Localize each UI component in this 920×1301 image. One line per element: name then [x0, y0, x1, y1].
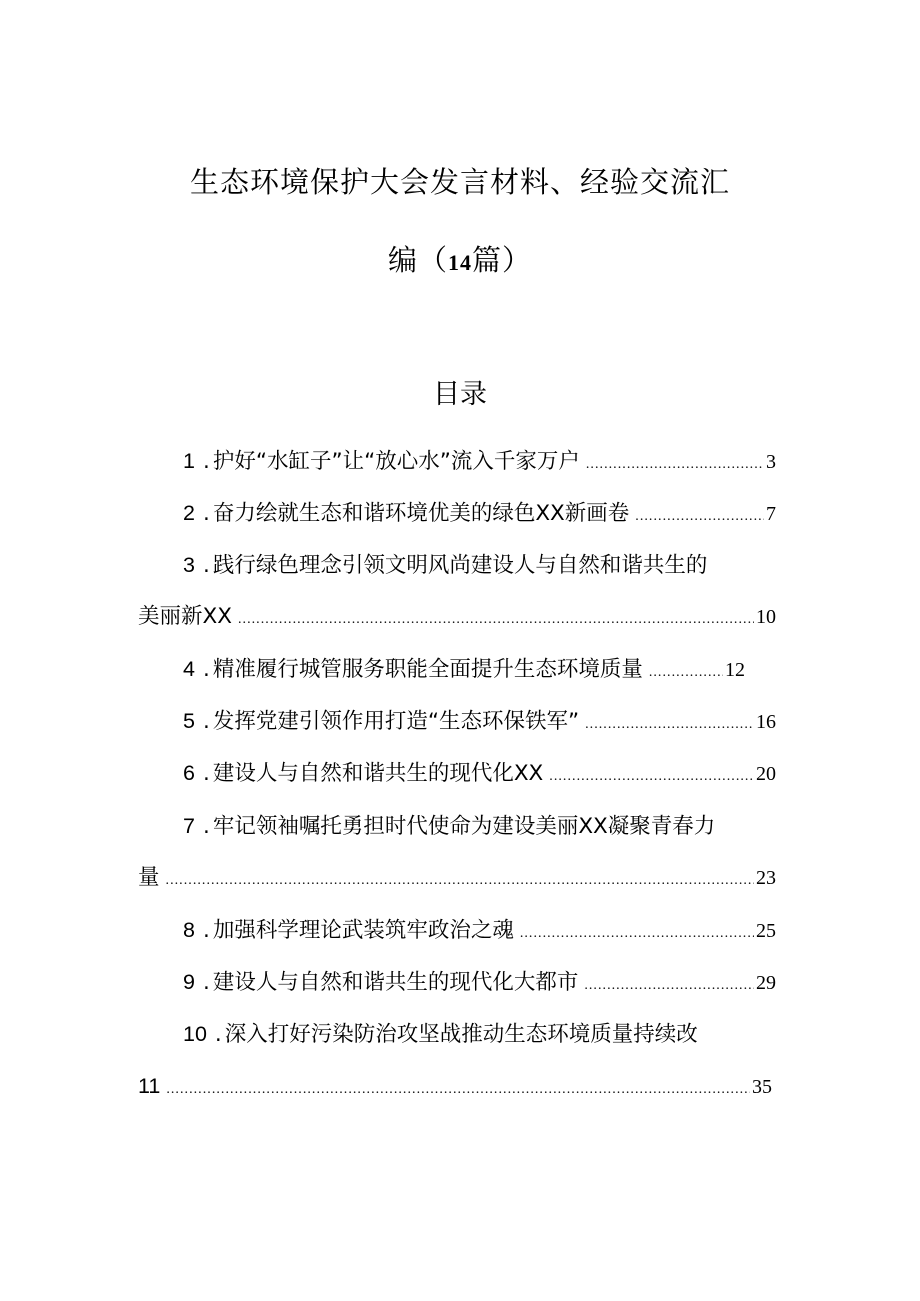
toc-entry-2[interactable]: 2 . 奋力绘就生态和谐环境优美的绿色XX新画卷 ..... 7: [183, 497, 776, 529]
toc-entry-3-continuation[interactable]: [138, 601, 776, 633]
toc-entry-page: 25: [756, 920, 776, 942]
toc-entry-7-continuation[interactable]: [138, 862, 776, 894]
toc-entry-number: 6: [183, 761, 195, 785]
toc-entry-page: 10: [756, 606, 776, 628]
toc-entry-title: 深入打好污染防治攻坚战推动生态环境质量持续改: [224, 1022, 698, 1047]
title-prefix: 编（: [387, 243, 448, 277]
toc-entry-title: 建设人与自然和谐共生的现代化大都市: [212, 970, 579, 995]
toc-entry-number: 9: [183, 970, 195, 994]
toc-entry-title: 建设人与自然和谐共生的现代化XX: [212, 761, 544, 786]
toc-leader: [238, 604, 754, 636]
toc-entry-title: 牢记领袖嘱托勇担时代使命为建设美丽XX凝聚青春力: [212, 814, 716, 839]
toc-entry-number: 4: [183, 657, 195, 681]
toc-leader: [585, 709, 754, 741]
title-suffix: 篇）: [472, 243, 533, 277]
toc-entry-page: 12: [725, 659, 745, 681]
toc-entry-number: 10: [183, 1022, 207, 1046]
toc-leader: [549, 761, 754, 793]
toc-entry-title: 精准履行城管服务职能全面提升生态环境质量: [212, 657, 643, 682]
toc-heading: 目录: [433, 379, 487, 410]
toc-entry-title: 践行绿色理念引领文明风尚建设人与自然和谐共生的: [212, 553, 708, 578]
toc-entry-title-continuation: 美丽新XX: [138, 604, 232, 629]
toc-leader: [586, 449, 764, 481]
toc-entry-page: 29: [756, 972, 776, 994]
toc-entry-page: 16: [756, 711, 776, 733]
toc-entry-4[interactable]: 4 . 精准履行城管服务职能全面提升生态环境质量 ..... 12: [183, 653, 745, 685]
toc-entry-title: 发挥党建引领作用打造“生态环保铁军”: [212, 709, 580, 734]
toc-entry-number: 1: [183, 449, 195, 473]
toc-entry-title: 护好“水缸子”让“放心水”流入千家万户: [212, 449, 580, 474]
toc-entry-number: 7: [183, 814, 195, 838]
toc-entry-number: 3: [183, 553, 195, 577]
toc-leader: [166, 865, 754, 897]
toc-entry-page: 20: [756, 763, 776, 785]
toc-leader: [635, 501, 764, 533]
toc-entry-7[interactable]: 7 . 牢记领袖嘱托勇担时代使命为建设美丽XX凝聚青春力: [183, 810, 776, 842]
toc-entry-number: 5: [183, 709, 195, 733]
toc-entry-10-continuation[interactable]: [138, 1070, 772, 1102]
toc-entry-title: 加强科学理论武装筑牢政治之魂: [212, 918, 514, 943]
document-title-line-2: [0, 238, 920, 279]
toc-entry-number: 2: [183, 501, 195, 525]
toc-entry-3[interactable]: 3 . 践行绿色理念引领文明风尚建设人与自然和谐共生的: [183, 549, 776, 581]
title-count: 14: [448, 250, 472, 275]
toc-leader: [166, 1074, 750, 1106]
toc-entry-number: 8: [183, 918, 195, 942]
toc-leader: [649, 657, 723, 689]
toc-entry-6[interactable]: 6 . 建设人与自然和谐共生的现代化XX ..... 20: [183, 757, 776, 789]
toc-entry-5[interactable]: 5 . 发挥党建引领作用打造“生态环保铁军” ..... 16: [183, 705, 776, 737]
toc-entry-title-continuation: 量: [138, 865, 160, 890]
toc-entry-9[interactable]: 9 . 建设人与自然和谐共生的现代化大都市 ..... 29: [183, 966, 776, 998]
toc-entry-title: 奋力绘就生态和谐环境优美的绿色XX新画卷: [212, 501, 630, 526]
toc-entry-page: 35: [752, 1076, 772, 1098]
toc-entry-10[interactable]: 10 . 深入打好污染防治攻坚战推动生态环境质量持续改: [183, 1018, 776, 1050]
toc-entry-1[interactable]: 1 . 护好“水缸子”让“放心水”流入千家万户 ..... 3: [183, 445, 776, 477]
toc-entry-page: 7: [766, 503, 776, 525]
toc-entry-page: 3: [766, 451, 776, 473]
toc-entry-page: 23: [756, 867, 776, 889]
toc-entry-title-continuation: 11: [138, 1074, 161, 1098]
toc-entry-8[interactable]: 8 . 加强科学理论武装筑牢政治之魂 ..... 25: [183, 914, 776, 946]
document-title-line-1: 生态环境保护大会发言材料、经验交流汇: [189, 165, 730, 199]
toc-leader: [584, 970, 754, 1002]
toc-leader: [520, 918, 754, 950]
